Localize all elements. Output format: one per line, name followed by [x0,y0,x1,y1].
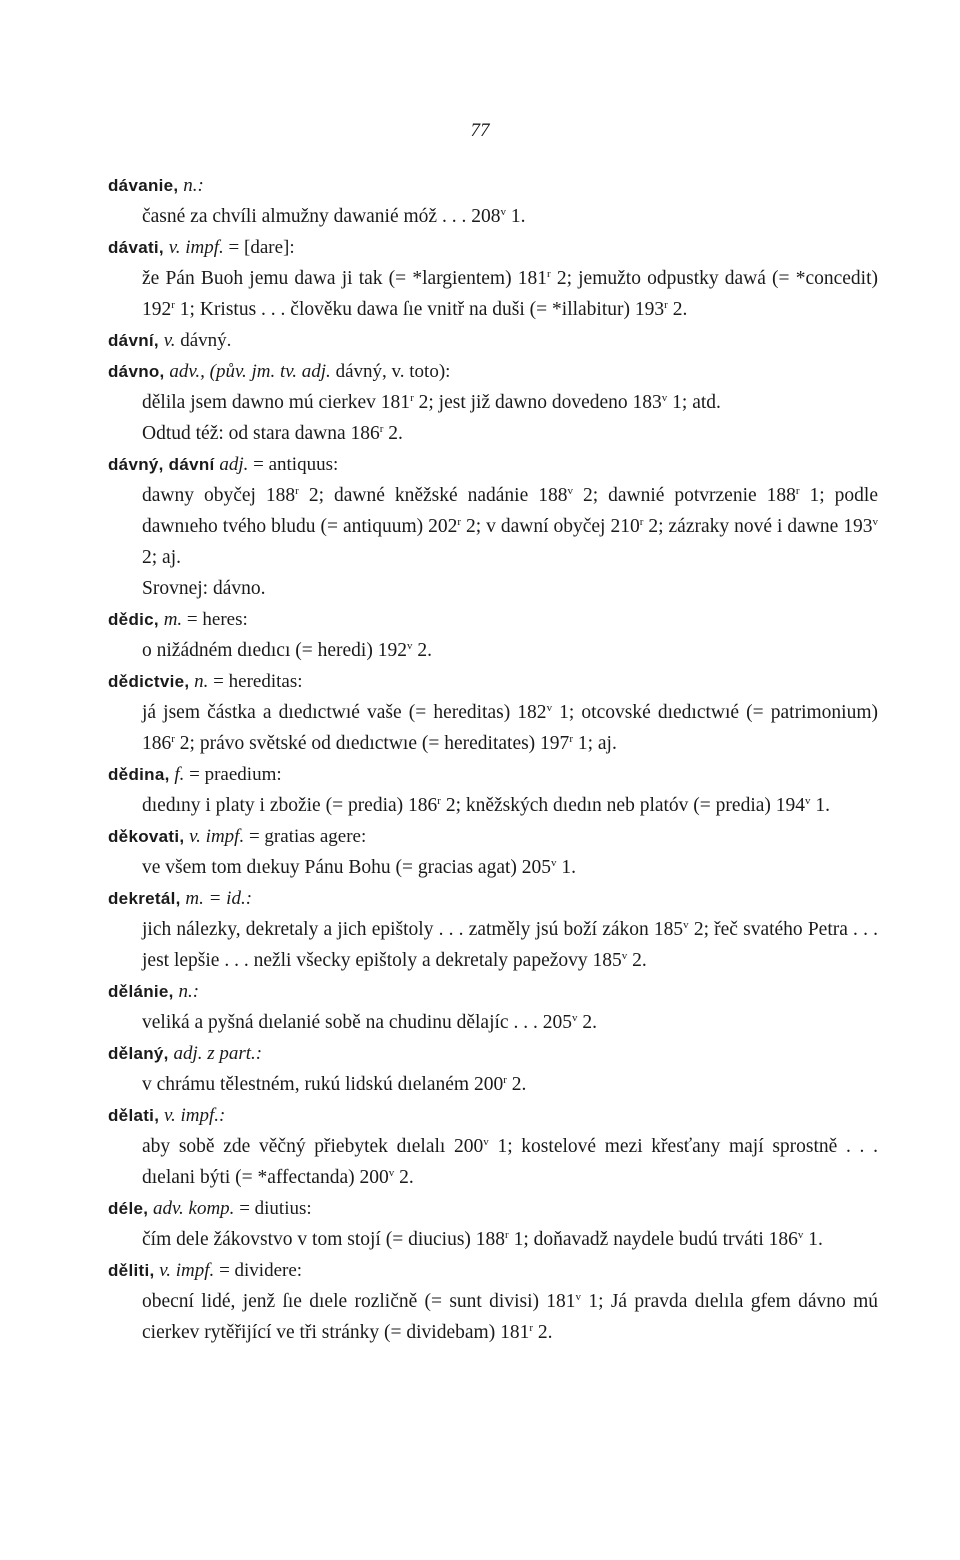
grammar-label: m. [163,609,183,630]
entry-citations [142,480,878,604]
grammar-label: v. impf. [189,826,245,847]
dictionary-entry [108,232,878,325]
latin-gloss: dávný. [180,330,232,351]
citation-text: dělila jsem dawno mú cierkev 181$^r$ 2; jest již dawno dovedeno 183$^v$ 1; atd. [142,392,721,413]
entry-citations [142,387,878,449]
entry-head [108,356,878,387]
dictionary-entry [108,1100,878,1193]
dictionary-entry [108,356,878,449]
dictionary-entry [108,883,878,976]
headword: dědina, [108,765,170,784]
citation-text: časné za chvíli almužny dawanié móž . . . 208$^v$ 1. [142,206,526,227]
citation-text: v chrámu tělestném, rukú lidskú dıelaném 200$^r$ 2. [142,1074,527,1095]
latin-gloss: = hereditas: [213,671,303,692]
dictionary-entries [108,170,878,1348]
entry-head [108,232,878,263]
grammar-label: n.: [178,981,200,1002]
latin-gloss: dávný, v. toto): [335,361,451,382]
grammar-label: n. [194,671,209,692]
latin-gloss: = dividere: [219,1260,303,1281]
headword: dekretál, [108,889,181,908]
latin-gloss: = heres: [186,609,248,630]
headword: děkovati, [108,827,185,846]
dictionary-entry [108,1038,878,1100]
citation-text: o nižádném dıedıcı (= heredi) 192$^v$ 2. [142,640,432,661]
entry-citations [142,1131,878,1193]
entry-head [108,821,878,852]
entry-head [108,604,878,635]
dictionary-entry [108,666,878,759]
entry-head [108,449,878,480]
headword: dávno, [108,362,165,381]
latin-gloss: = antiquus: [253,454,339,475]
citation-text: dawny obyčej 188$^r$ 2; dawné kněžské nadánie 188$^v$ 2; dawnié potvrzenie 188$^r$ 1; podle dawnıeho tvého bludu (= antiquum) 202$^r$ 2; v dawní obyčej 210$^r$ 2; zázraky nové i dawne 193$^v$ 2; aj. [142,485,879,568]
dictionary-entry [108,1255,878,1348]
citation-text: aby sobě zde věčný přiebytek dıelalı 200$^v$ 1; kostelové mezi křesťany mají sprostně . . . dıelani býti (= *affectanda) 200$^v$ 2. [142,1136,878,1188]
grammar-label: v. [163,330,176,351]
headword: dávati, [108,238,164,257]
entry-citations [142,1069,878,1100]
grammar-label: v. impf. [159,1260,215,1281]
headword: dávný, dávní [108,455,215,474]
dictionary-entry [108,1193,878,1255]
entry-citations [142,201,878,232]
headword: dělati, [108,1106,160,1125]
entry-head [108,1255,878,1286]
headword: dědic, [108,610,159,629]
entry-citations [142,1286,878,1348]
dictionary-entry [108,759,878,821]
citation-text: ve všem tom dıekuy Pánu Bohu (= gracias agat) 205$^v$ 1. [142,857,577,878]
headword: dědictvie, [108,672,190,691]
entry-citations [142,852,878,883]
grammar-label: adv. komp. [153,1198,235,1219]
entry-head [108,170,878,201]
entry-head [108,325,878,356]
citation-text: čím dele žákovstvo v tom stojí (= diucius) 188$^r$ 1; doňavadž naydele budú trváti 186$^v$ 1. [142,1229,823,1250]
entry-head [108,1193,878,1224]
latin-gloss: = praedium: [189,764,282,785]
entry-head [108,976,878,1007]
entry-head [108,759,878,790]
grammar-label: adv., (pův. jm. tv. adj. [169,361,331,382]
citation-text: jich nálezky, dekretaly a jich epištoly . . . zatměly jsú boží zákon 185$^v$ 2; řeč svatého Petra . . . jest lepšie . . . nežli všecky epištoly a dekretaly papežovy 185$^v$ 2. [142,919,878,971]
latin-gloss: = [dare]: [228,237,295,258]
page-number: 77 [470,120,490,141]
entry-head [108,666,878,697]
grammar-label: f. [174,764,185,785]
headword: dávanie, [108,176,179,195]
entry-citations [142,914,878,976]
dictionary-entry [108,325,878,356]
grammar-label: v. impf.: [163,1105,226,1126]
entry-citations [142,790,878,821]
citation-text: já jsem částka a dıedıctwıé vaše (= hereditas) 182$^v$ 1; otcovské dıedıctwıé (= patrimonium) 186$^r$ 2; právo světské od dıedıctwıe (= hereditates) 197$^r$ 1; aj. [142,702,878,754]
headword: déle, [108,1199,149,1218]
citation-text: dıedıny i platy i zbožie (= predia) 186$^r$ 2; kněžských dıedın neb platóv (= predia) 194$^v$ 1. [142,795,831,816]
entry-citations [142,635,878,666]
grammar-label: adj. [219,454,249,475]
grammar-label: adj. z part.: [173,1043,263,1064]
entry-head [108,1100,878,1131]
dictionary-entry [108,170,878,232]
entry-citations [142,1224,878,1255]
grammar-label: m. = id.: [185,888,253,909]
dictionary-entry [108,449,878,604]
headword: dávní, [108,331,159,350]
headword: dělaný, [108,1044,169,1063]
latin-gloss: = gratias agere: [248,826,367,847]
entry-citations [142,1007,878,1038]
citation-text: Srovnej: dávno. [142,578,266,599]
entry-head [108,1038,878,1069]
dictionary-entry [108,821,878,883]
entry-head [108,883,878,914]
citation-text: že Pán Buoh jemu dawa ji tak (= *largientem) 181$^r$ 2; jemužto odpustky dawá (= *concedit) 192$^r$ 1; Kristus . . . člověku dawa ſıe vnitř na duši (= *illabitur) 193$^r$ 2. [142,268,878,320]
headword: dělánie, [108,982,174,1001]
latin-gloss: = diutius: [239,1198,312,1219]
citation-text: veliká a pyšná dıelanié sobě na chudinu dělajíc . . . 205$^v$ 2. [142,1012,597,1033]
citation-text: obecní lidé, jenž ſıe dıele rozličně (= sunt divisi) 181$^v$ 1; Já pravda dıelıla gfem dávno mú cierkev rytěřijící ve tři stránky (= dividebam) 181$^r$ 2. [142,1291,878,1343]
headword: děliti, [108,1261,155,1280]
citation-text: Odtud též: od stara dawna 186$^r$ 2. [142,423,403,444]
grammar-label: v. impf. [168,237,224,258]
grammar-label: n.: [183,175,204,196]
dictionary-entry [108,976,878,1038]
entry-citations [142,697,878,759]
entry-citations [142,263,878,325]
dictionary-entry [108,604,878,666]
